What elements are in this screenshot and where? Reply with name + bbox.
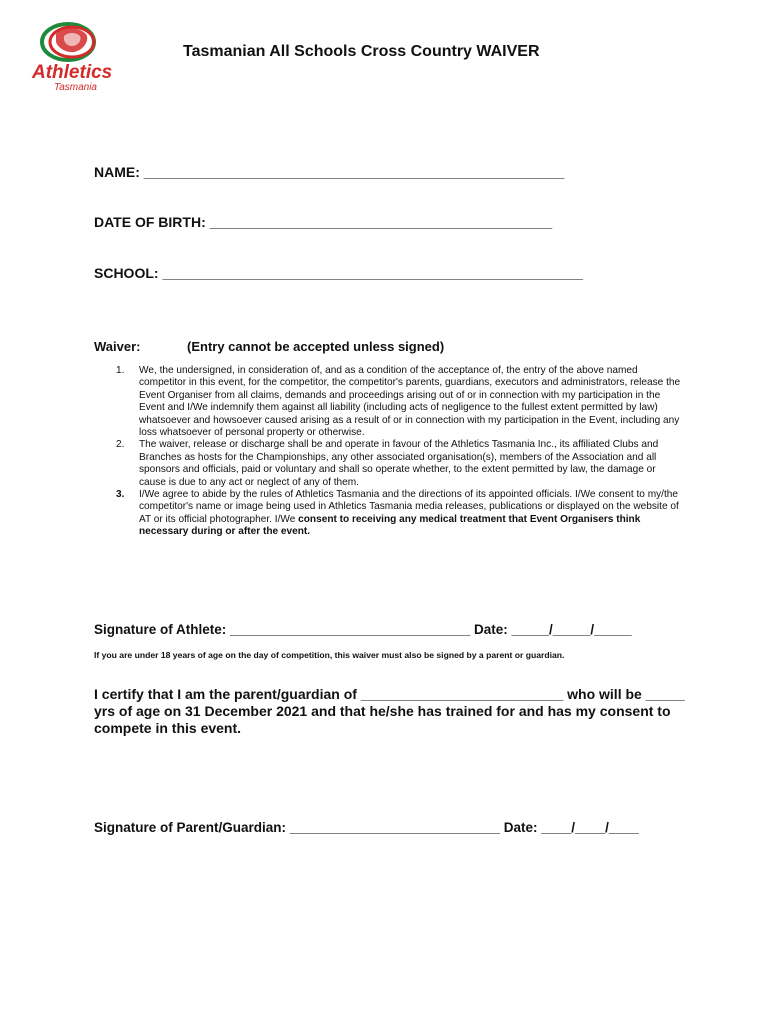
date-of-birth-field[interactable]: DATE OF BIRTH: ____________________________________________ [94, 214, 553, 230]
parent-signature-line[interactable]: Signature of Parent/Guardian: ____________________________ Date: ____/____/____ [94, 820, 639, 835]
waiver-note: (Entry cannot be accepted unless signed) [187, 339, 445, 354]
waiver-term-3 [116, 489, 682, 539]
term-number: 2. [116, 439, 125, 451]
term-number: 3. [116, 489, 125, 501]
term-text: We, the undersigned, in consideration of, and as a condition of the acceptance of, the entry of the above named competitor in this event, for the competitor, the competitor's parents, guardians, executors and administrators, release the Event Organiser from all claims, demands and proceedings arising out of or in connection with my participation in the Event and I/We indemnify them against all liability (including acts of negligence to the fullest extent permitted by law) whatsoever and howsoever caused arising as a result of or in connection with my participation in the Event, including any loss whatsoever of personal property or otherwise. [139, 365, 681, 439]
waiver-term-1 [116, 365, 682, 439]
waiver-label: Waiver: [94, 339, 141, 354]
term-number: 1. [116, 365, 125, 376]
logo-text: Athletics [32, 62, 113, 83]
page-title: Tasmanian All Schools Cross Country WAIVER [183, 43, 540, 60]
waiver-terms-list [116, 365, 682, 539]
logo-subtext: Tasmania [54, 82, 97, 93]
waiver-term-2 [116, 439, 682, 489]
term-bold-text: consent to receiving any medical treatment that Event Organisers think necessary during or after the event. [139, 513, 641, 538]
term-text: The waiver, release or discharge shall be and operate in favour of the Athletics Tasmania Inc., its affiliated Clubs and Branches as hosts for the Championships, any other associated organisation(s), members of the Association and all sponsors and officials, paid or voluntary and shall so operate whether, to the extent permitted by law, the damage or cause is due to any act or neglect of any of them. [139, 439, 659, 488]
school-field[interactable]: SCHOOL: ______________________________________________________ [94, 265, 583, 281]
athlete-signature-line[interactable]: Signature of Athlete: ________________________________ Date: _____/_____/_____ [94, 622, 632, 637]
logo-emblem-icon [28, 20, 118, 100]
athletics-tasmania-logo [28, 20, 118, 100]
under-18-note: If you are under 18 years of age on the day of competition, this waiver must also be signed by a parent or guardian. [94, 650, 565, 660]
name-field[interactable]: NAME: ______________________________________________________ [94, 164, 565, 180]
term-text: I/We agree to abide by the rules of Athletics Tasmania and the directions of its appointed officials. I/We consent to my/the competitor's name or image being used in Athletics Tasmania media releases, publications or displayed on the website of AT or its official photographer. I/We [139, 489, 679, 525]
parent-certification-text[interactable]: I certify that I am the parent/guardian of __________________________ who will be _____ yrs of age on 31 December 2021 and that he/she has trained for and has my consent to compete in this event. [94, 686, 685, 736]
